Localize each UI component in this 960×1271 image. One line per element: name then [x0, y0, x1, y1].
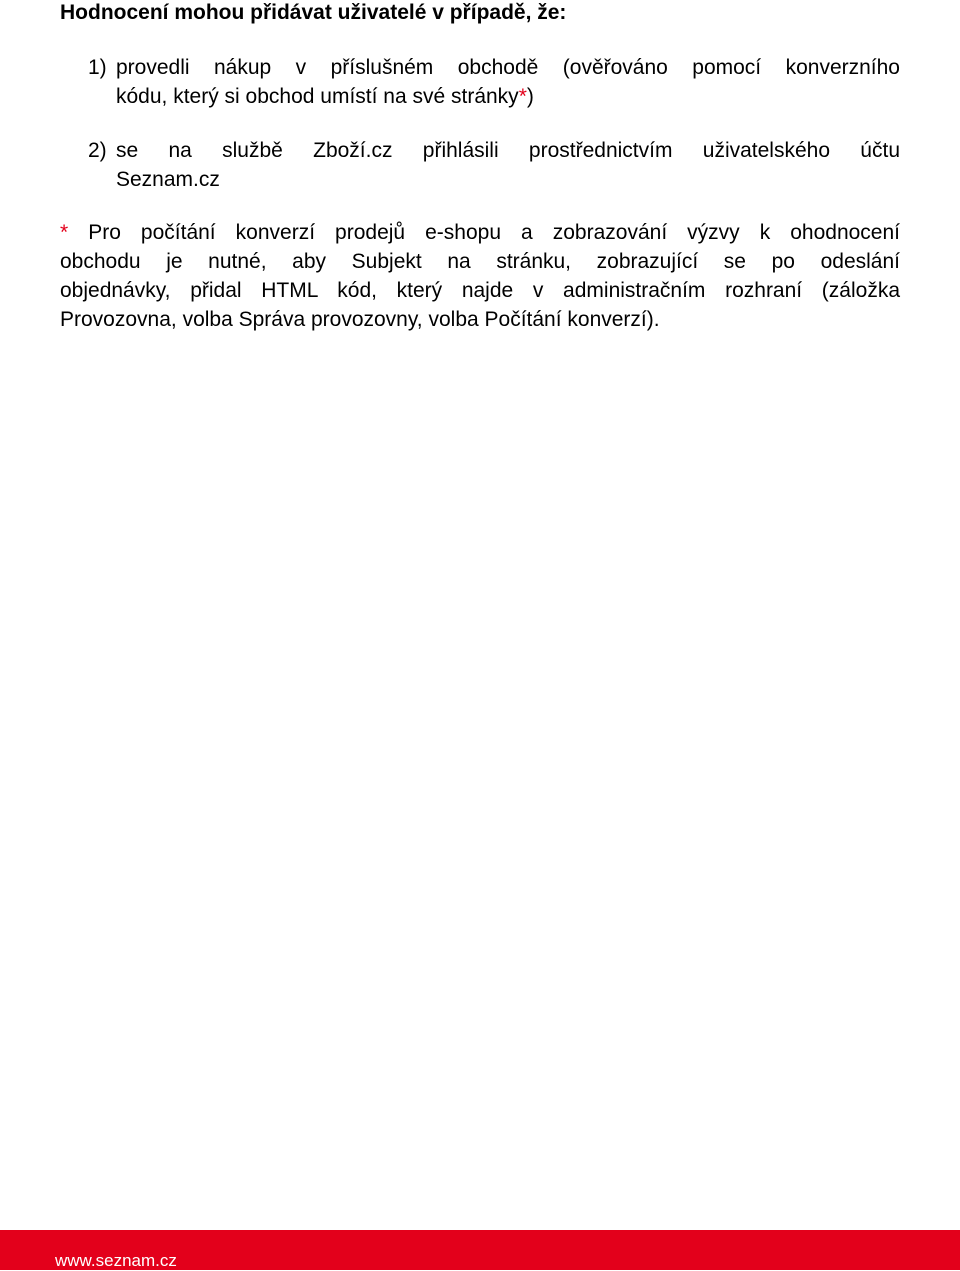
- list-item-1-number: 1): [88, 56, 107, 79]
- footnote-line-3: objednávky, přidal HTML kód, který najde v administračním rozhraní (záložka: [60, 279, 900, 302]
- footnote-asterisk: *: [60, 221, 69, 244]
- list-item-1: [88, 53, 900, 111]
- footnote-paragraph: [60, 218, 900, 334]
- list-item-2-line-1: [88, 136, 900, 165]
- footnote-line-2: obchodu je nutné, aby Subjekt na stránku, zobrazující se po odeslání: [60, 250, 900, 273]
- footnote-line-4: Provozovna, volba Správa provozovny, volba Počítání konverzí).: [60, 308, 660, 331]
- list-item-2-line-2: Seznam.cz: [116, 168, 220, 191]
- list-item-1-closing-paren: ): [526, 85, 534, 108]
- footnote-line-1-text: Pro počítání konverzí prodejů e-shopu a zobrazování výzvy k ohodnocení: [88, 221, 900, 244]
- footnote-asterisk-marker: *: [518, 85, 527, 108]
- footer-url: www.seznam.cz: [55, 1251, 177, 1270]
- page-heading: Hodnocení mohou přidávat uživatelé v případě, že:: [60, 1, 567, 24]
- list-item-1-line-1: [88, 53, 900, 82]
- list-item-1-line-2: [88, 82, 900, 111]
- list-item-2-text: se na službě Zboží.cz přihlásili prostřednictvím uživatelského účtu: [116, 139, 900, 162]
- list-item-2: [88, 136, 900, 194]
- footnote-line-1: [60, 218, 900, 247]
- list-item-1-text-cont: kódu, který si obchod umístí na své stránky: [116, 85, 519, 108]
- list-item-1-text: provedli nákup v příslušném obchodě (ověřováno pomocí konverzního: [116, 56, 900, 79]
- list-item-2-number: 2): [88, 139, 107, 162]
